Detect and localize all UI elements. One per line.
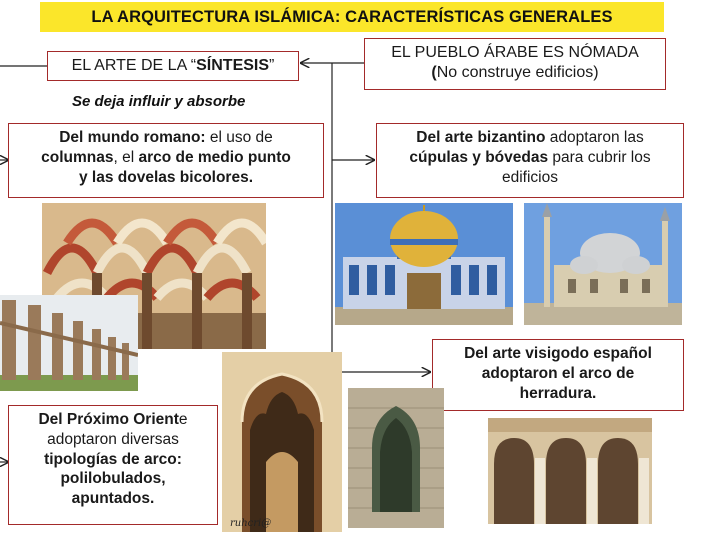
visigodo-box <box>432 339 684 411</box>
pointed-arch-photo <box>348 388 444 528</box>
bizantino-box <box>376 123 684 198</box>
sintesis-text-bold: SÍNTESIS <box>196 57 270 74</box>
roman-aqueduct-photo <box>0 295 138 391</box>
oriente-line2: adoptaron diversas <box>47 430 179 448</box>
dome-of-rock-photo <box>335 203 513 325</box>
nomada-line1: EL PUEBLO ÁRABE ES NÓMADA <box>391 44 639 61</box>
bizantino-line1 <box>377 128 683 148</box>
oriente-text1: e <box>178 411 188 428</box>
bizantino-text2: para cubrir los <box>548 148 651 166</box>
romano-line2 <box>9 148 323 168</box>
nomada-line2 <box>365 63 665 83</box>
sintesis-text-pre: EL ARTE DE LA “ <box>71 57 197 74</box>
horseshoe-arch-photo <box>488 418 652 524</box>
visigodo-line3: herradura. <box>519 384 597 402</box>
bizantino-text1: adoptaron las <box>545 129 644 146</box>
bizantino-bold2: cúpulas y bóvedas <box>409 148 549 166</box>
oriente-box <box>8 405 218 525</box>
title-banner <box>40 2 664 32</box>
oriente-line5: apuntados. <box>71 490 155 508</box>
bizantino-line3: edificios <box>502 168 558 186</box>
nomada-paren: ( <box>431 64 437 82</box>
romano-line1 <box>9 128 323 148</box>
page-title: LA ARQUITECTURA ISLÁMICA: CARACTERÍSTICAS GENERALES <box>91 7 613 26</box>
romano-text1: el uso de <box>205 129 273 146</box>
romano-bold2: columnas <box>41 148 114 166</box>
oriente-bold1: Del Próximo Orient <box>38 411 179 428</box>
sintesis-box <box>47 51 299 81</box>
nomada-line2-text: No construye edificios) <box>436 64 599 82</box>
romano-box <box>8 123 324 198</box>
muhammad-ali-mosque-photo <box>524 203 682 325</box>
oriente-line1 <box>9 410 217 430</box>
sintesis-text-post: ” <box>269 57 275 74</box>
watermark: ruhcri@ <box>230 518 272 529</box>
visigodo-line1: Del arte visigodo español <box>464 345 652 362</box>
polylobed-arch-photo <box>222 352 342 532</box>
bizantino-bold1: Del arte bizantino <box>416 129 546 146</box>
visigodo-line2: adoptaron el arco de <box>481 364 635 382</box>
nomada-box <box>364 38 666 90</box>
romano-text2: , el <box>113 148 139 166</box>
oriente-line3: tipologías de arco: <box>44 450 182 468</box>
romano-bold3: arco de medio punto <box>138 148 291 166</box>
oriente-line4: polilobulados, <box>60 470 166 488</box>
romano-bold1: Del mundo romano: <box>59 129 206 146</box>
romano-line3: y las dovelas bicolores. <box>78 168 254 186</box>
subtitle: Se deja influir y absorbe <box>72 93 246 110</box>
bizantino-line2 <box>377 148 683 168</box>
